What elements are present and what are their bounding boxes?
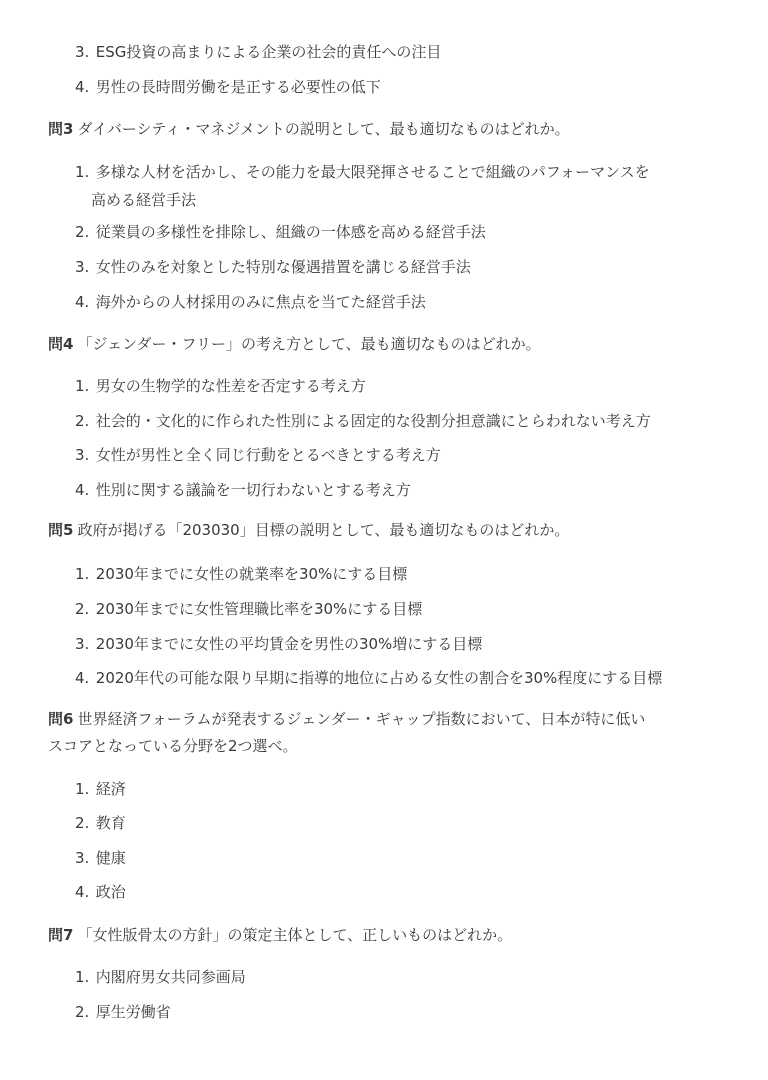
q5-number: 問5	[48, 521, 74, 539]
q3-text: ダイバーシティ・マネジメントの説明として、最も適切なものはどれか。	[77, 120, 570, 138]
q6-title	[48, 706, 728, 760]
q3-option-4: 4. 海外からの人材採用のみに焦点を当てた経営手法	[75, 293, 426, 311]
q3-title	[48, 116, 728, 143]
q6-option-1: 1. 経済	[75, 780, 126, 798]
q4-option-4: 4. 性別に関する議論を一切行わないとする考え方	[75, 481, 411, 499]
q3-option-2: 2. 従業員の多様性を排除し、組織の一体感を高める経営手法	[75, 223, 486, 241]
q5-text: 政府が掲げる「203030」目標の説明として、最も適切なものはどれか。	[77, 521, 570, 539]
q4-option-3: 3. 女性が男性と全く同じ行動をとるべきとする考え方	[75, 446, 441, 464]
q6-text-line2: スコアとなっている分野を2つ選べ。	[48, 737, 298, 755]
q5-option-4: 4. 2020年代の可能な限り早期に指導的地位に占める女性の割合を30%程度にする目標	[75, 669, 663, 687]
q6-text-line1: 世界経済フォーラムが発表するジェンダー・ギャップ指数において、日本が特に低い	[77, 710, 646, 728]
q6-option-3: 3. 健康	[75, 849, 126, 867]
q6-option-4: 4. 政治	[75, 883, 126, 901]
q4-option-2: 2. 社会的・文化的に作られた性別による固定的な役割分担意識にとらわれない考え方	[75, 412, 651, 430]
q5-option-3: 3. 2030年までに女性の平均賃金を男性の30%増にする目標	[75, 635, 483, 653]
q7-number: 問7	[48, 926, 74, 944]
q5-option-1: 1. 2030年までに女性の就業率を30%にする目標	[75, 565, 408, 583]
q3-option-1: 1. 多様な人材を活かし、その能力を最大限発揮させることで組織のパフォーマンスを 高める経営手法	[75, 163, 650, 209]
q3-number: 問3	[48, 120, 74, 138]
q5-title	[48, 517, 728, 544]
q4-text: 「ジェンダー・フリー」の考え方として、最も適切なものはどれか。	[77, 335, 541, 353]
q5-option-2: 2. 2030年までに女性管理職比率を30%にする目標	[75, 600, 423, 618]
q6-number: 問6	[48, 710, 74, 728]
q7-option-1: 1. 内閣府男女共同参画局	[75, 968, 246, 986]
q2-option-3: 3. ESG投資の高まりによる企業の社会的責任への注目	[75, 43, 442, 61]
q7-text: 「女性版骨太の方針」の策定主体として、正しいものはどれか。	[77, 926, 513, 944]
q6-option-2: 2. 教育	[75, 814, 126, 832]
q2-option-4: 4. 男性の長時間労働を是正する必要性の低下	[75, 78, 381, 96]
q3-option-3: 3. 女性のみを対象とした特別な優遇措置を講じる経営手法	[75, 258, 471, 276]
q4-option-1: 1. 男女の生物学的な性差を否定する考え方	[75, 377, 366, 395]
q7-option-2: 2. 厚生労働省	[75, 1003, 171, 1021]
q7-title	[48, 922, 728, 949]
q4-number: 問4	[48, 335, 74, 353]
q4-title	[48, 331, 728, 358]
